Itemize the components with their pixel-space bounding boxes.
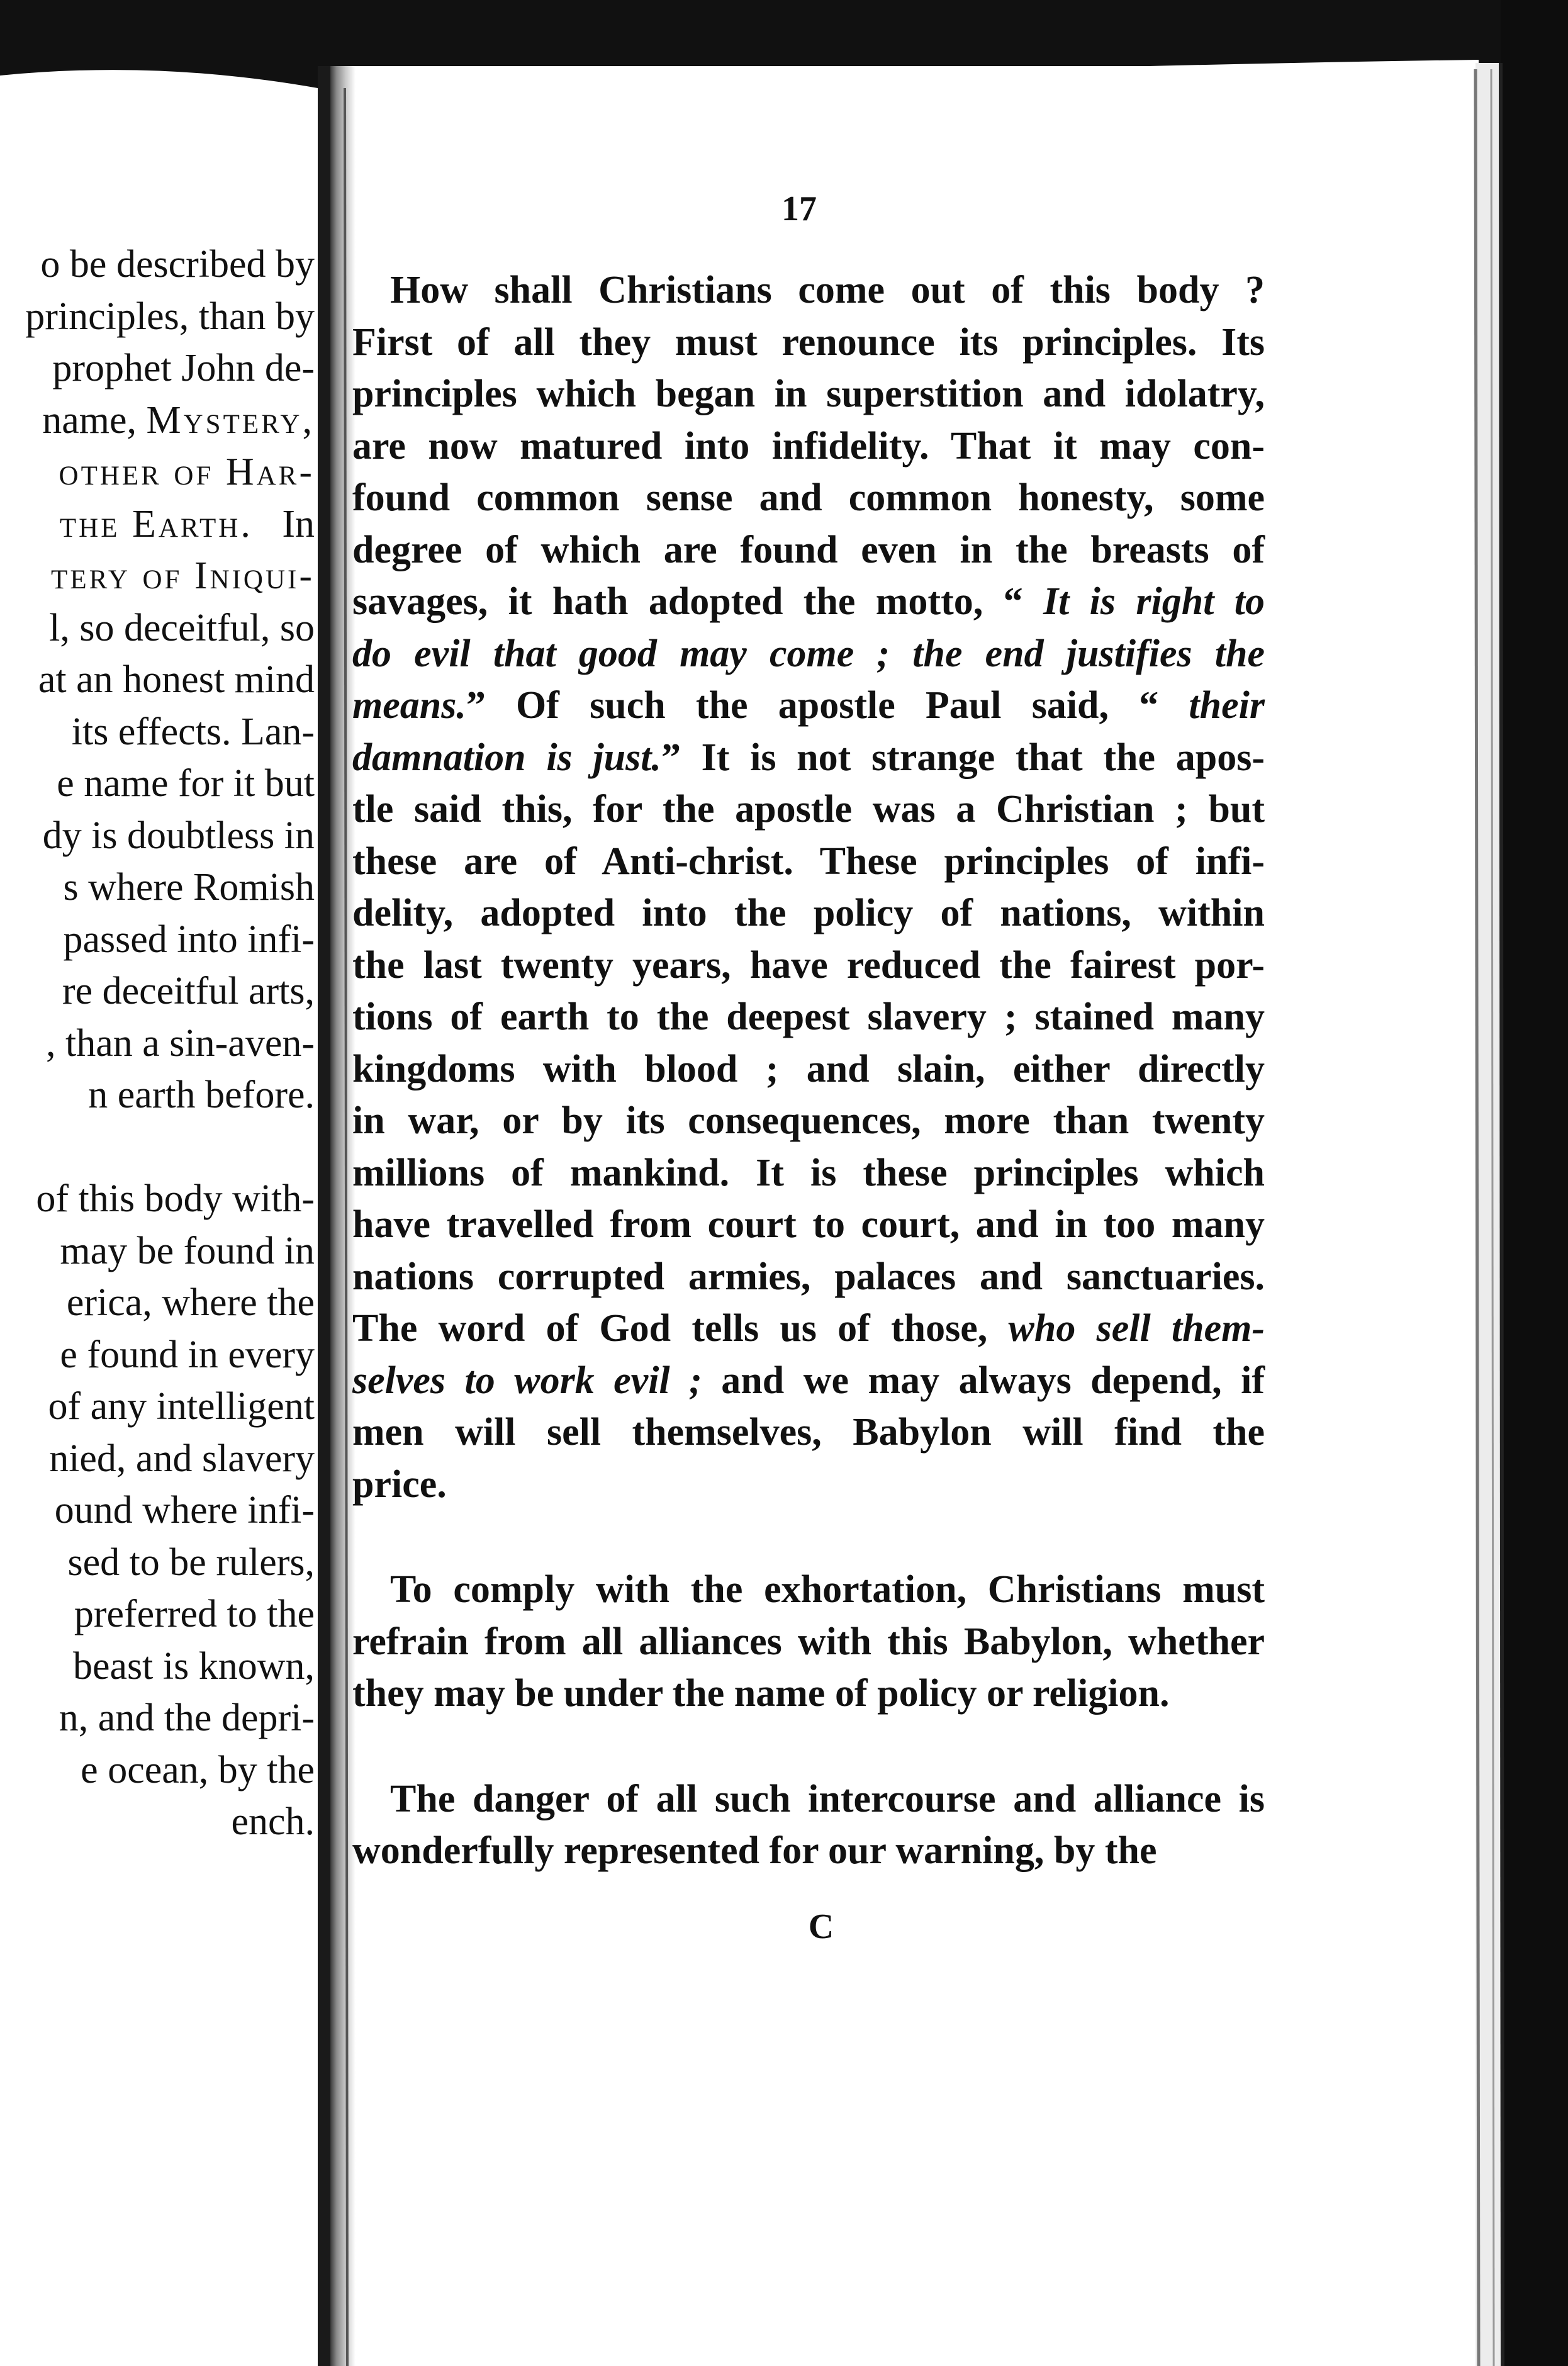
left-line-text: ench. <box>231 1800 315 1843</box>
page-number: 17 <box>781 189 817 228</box>
left-line-text: sed to be rulers, <box>67 1540 315 1584</box>
left-page-line <box>48 1381 315 1432</box>
text-line <box>352 1406 1265 1459</box>
paragraph <box>352 264 1265 1510</box>
left-line-small-caps: the Earth. <box>59 502 253 546</box>
left-page-line <box>49 1433 315 1484</box>
left-line-text: name, <box>42 398 147 442</box>
left-page-line <box>43 810 315 861</box>
text-run: refrain from all alliances with this Babylon, whether <box>352 1620 1265 1663</box>
left-line-small-caps: Mystery, <box>146 398 315 442</box>
left-line-text: erica, where the <box>66 1281 315 1324</box>
right-edge-line-outer <box>1501 63 1503 2366</box>
text-line <box>352 1043 1265 1096</box>
right-dark-margin <box>1501 0 1568 2366</box>
left-page-line <box>62 966 315 1016</box>
italic-text: their <box>1189 684 1265 727</box>
text-line <box>352 1095 1265 1147</box>
left-line-text: dy is doubtless in <box>42 814 315 857</box>
left-line-text: , than a sin-aven- <box>46 1021 315 1065</box>
left-line-text: passed into infi- <box>63 917 315 961</box>
left-page-line <box>40 239 315 289</box>
text-line <box>352 1251 1265 1303</box>
left-line-text: l, so deceitful, so <box>49 606 315 649</box>
text-run: nations corrupted armies, palaces and sanctuaries. <box>352 1255 1265 1298</box>
left-line-text: may be found in <box>60 1229 315 1272</box>
text-line <box>352 420 1265 473</box>
left-line-text: beast is known, <box>72 1644 315 1688</box>
text-line <box>352 264 1265 317</box>
text-line <box>352 1303 1265 1355</box>
text-run: price. <box>352 1462 447 1506</box>
text-line <box>352 524 1265 576</box>
text-line <box>352 732 1265 784</box>
text-run: How shall Christians come out of this body ? <box>390 269 1265 311</box>
text-run: To comply with the exhortation, Christians must <box>390 1568 1265 1611</box>
text-line <box>352 1147 1265 1199</box>
left-line-text: n earth before. <box>88 1074 315 1116</box>
text-run: The word of God tells us of those, <box>352 1307 1009 1350</box>
text-line <box>352 991 1265 1043</box>
left-page-line <box>64 914 315 965</box>
text-line <box>352 836 1265 888</box>
left-line-text: principles, than by <box>25 294 315 338</box>
text-line <box>352 317 1265 369</box>
text-run: degree of which are found even in the breasts of <box>352 528 1265 571</box>
text-run: savages, it hath adopted the motto, “ <box>352 580 1043 623</box>
left-page-line <box>36 1174 315 1224</box>
text-line <box>352 628 1265 680</box>
text-run: The danger of all such intercourse and alliance is <box>390 1777 1265 1820</box>
text-run: wonderfully represented for our warning, by the <box>352 1829 1157 1872</box>
text-run: they may be under the name of policy or religion. <box>352 1672 1170 1715</box>
text-run: these are of Anti-christ. These principles of infi- <box>352 839 1265 883</box>
left-line-text: nied, and slavery <box>49 1437 315 1480</box>
left-line-text: at an honest mind <box>38 658 315 701</box>
text-run: men will sell themselves, Babylon will find the <box>352 1411 1265 1454</box>
left-page-line <box>46 1018 315 1068</box>
text-line <box>352 939 1265 992</box>
left-page-line <box>60 1226 315 1276</box>
left-page-line <box>57 758 315 809</box>
text-line <box>352 1773 1265 1825</box>
left-page-line <box>60 499 315 549</box>
text-run: kingdoms with blood ; and slain, either directly <box>352 1047 1265 1090</box>
left-page-line <box>25 291 315 342</box>
text-line <box>352 1459 1265 1511</box>
text-run: tions of earth to the deepest slavery ; stained many <box>352 995 1265 1038</box>
gutter-dark <box>318 66 330 2366</box>
italic-text: It is right to <box>1043 580 1265 623</box>
left-page-line <box>81 1745 315 1795</box>
italic-text: damnation is just. <box>352 736 661 779</box>
text-line <box>352 1616 1265 1668</box>
text-run: have travelled from court to court, and in too many <box>352 1203 1265 1246</box>
left-line-text: re deceitful arts, <box>62 970 315 1012</box>
italic-text: who sell them- <box>1008 1307 1265 1350</box>
signature-mark: C <box>808 1907 834 1946</box>
italic-text: do evil that good may come ; the end justifies the <box>352 632 1265 675</box>
text-run: and we may always depend, if <box>702 1359 1265 1402</box>
left-line-text: e found in every <box>60 1333 315 1376</box>
text-run: delity, adopted into the policy of nations, within <box>352 892 1265 934</box>
text-run: First of all they must renounce its principles. Its <box>352 320 1265 364</box>
italic-text: means. <box>352 684 466 727</box>
left-line-text: its effects. Lan- <box>71 710 315 753</box>
left-page-line <box>231 1797 315 1847</box>
left-page-line <box>42 395 315 446</box>
left-line-text: e ocean, by the <box>81 1748 315 1791</box>
left-page-line <box>72 707 315 757</box>
left-page-line <box>63 862 315 912</box>
text-run: found common sense and common honesty, some <box>352 476 1265 519</box>
text-run: principles which began in superstition and idolatry, <box>352 373 1265 415</box>
text-line <box>352 1668 1265 1720</box>
left-page-line <box>49 603 315 653</box>
paragraph <box>352 1773 1265 1877</box>
text-line <box>352 576 1265 628</box>
italic-text: selves to work evil ; <box>352 1359 702 1402</box>
left-page-line <box>60 1330 315 1380</box>
left-page-line <box>74 1589 315 1639</box>
left-facing-page <box>0 239 315 1875</box>
left-line-text: ound where infi- <box>54 1489 315 1532</box>
text-run: millions of mankind. It is these principles which <box>352 1151 1265 1194</box>
left-page-line <box>59 1693 315 1743</box>
text-line <box>352 1564 1265 1616</box>
gutter-shadow <box>330 66 356 2366</box>
paragraph <box>352 1564 1265 1720</box>
text-line <box>352 1825 1265 1877</box>
text-run: tle said this, for the apostle was a Christian ; but <box>352 788 1265 831</box>
left-line-small-caps: other of Har- <box>59 451 315 493</box>
text-run: ” Of such the apostle Paul said, “ <box>466 684 1189 727</box>
right-page-body <box>352 264 1265 1931</box>
left-page-line <box>51 551 315 601</box>
left-line-text: prophet John de- <box>52 347 315 390</box>
left-page-line <box>59 447 315 497</box>
left-page-line <box>88 1070 315 1120</box>
left-line-small-caps: tery of Iniqui- <box>51 554 315 597</box>
left-line-text: e name for it but <box>57 762 315 805</box>
text-run: in war, or by its consequences, more than twenty <box>352 1099 1265 1142</box>
left-line-text: of any intelligent <box>48 1385 315 1428</box>
text-run: the last twenty years, have reduced the fairest por- <box>352 943 1265 987</box>
left-page-line <box>67 1537 315 1588</box>
left-line-text: of this body with- <box>36 1177 315 1220</box>
text-line <box>352 680 1265 732</box>
left-line-text: preferred to the <box>74 1593 315 1635</box>
left-page-line <box>52 343 315 393</box>
left-line-text-after: In <box>252 502 315 546</box>
left-page-line <box>55 1485 315 1535</box>
left-line-text: s where Romish <box>63 866 315 909</box>
left-line-text: o be described by <box>40 243 315 286</box>
top-edge-shadow <box>0 0 1568 66</box>
left-page-line <box>67 1277 315 1328</box>
text-run: ” It is not strange that the apos- <box>661 736 1265 779</box>
text-line <box>352 472 1265 524</box>
left-line-text: n, and the depri- <box>59 1696 315 1739</box>
text-line <box>352 368 1265 420</box>
left-page-line <box>38 654 315 705</box>
text-run: are now matured into infidelity. That it may con- <box>352 424 1265 468</box>
left-page-line <box>73 1641 315 1691</box>
text-line <box>352 887 1265 939</box>
text-line <box>352 1199 1265 1251</box>
text-line <box>352 1355 1265 1407</box>
text-line <box>352 783 1265 836</box>
